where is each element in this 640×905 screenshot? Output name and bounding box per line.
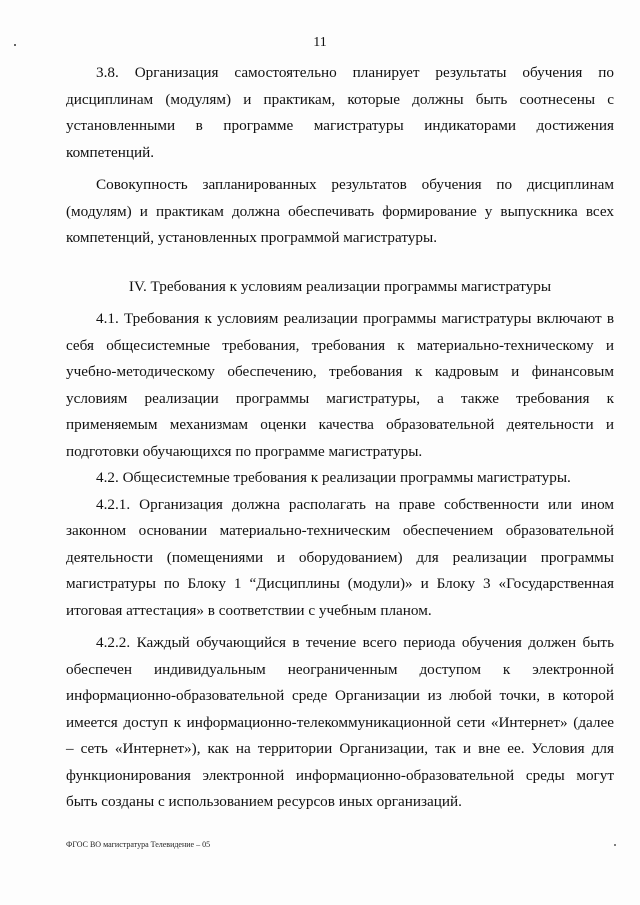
paragraph-3-8: 3.8. Организация самостоятельно планирует результаты обучения по дисциплинам (модулям) и практикам, которые должны быть соотнесены с установленными в программе магистратуры индикаторами достижения компетенций.: [66, 64, 614, 161]
page-number: 11: [313, 35, 327, 50]
document-footer: ФГОС ВО магистратура Телевидение – 05: [66, 840, 211, 849]
document-body: [66, 60, 614, 816]
section-heading-iv: IV. Требования к условиям реализации программы магистратуры: [128, 277, 552, 295]
paragraph-4-1: 4.1. Требования к условиям реализации программы магистратуры включают в себя общесистемные требования, требования к материально-техническому и учебно-методическому обеспечению, требования к кадровым и финансовым условиям реализации программы магистратуры, а также требования к применяемым механизмам оценки качества образовательной деятельности и подготовки обучающихся по программе магистратуры.: [66, 310, 614, 460]
paragraph-learning-outcomes: Совокупность запланированных результатов обучения по дисциплинам (модулям) и практикам должна обеспечивать формирование у выпускника всех компетенций, установленных программой магистратуры.: [66, 176, 614, 246]
paragraph-4-2: 4.2. Общесистемные требования к реализации программы магистратуры.: [96, 469, 571, 486]
paragraph-4-2-1: 4.2.1. Организация должна располагать на праве собственности или ином законном основании материально-техническим обеспечением образовательной деятельности (помещениями и оборудованием) для реализации программы магистратуры по Блоку 1 “Дисциплины (модули)» и Блоку 3 «Государственная итоговая аттестация» в соответствии с учебным планом.: [66, 495, 614, 619]
paragraph-4-2-2: 4.2.2. Каждый обучающийся в течение всего периода обучения должен быть обеспечен индивидуальным неограниченным доступом к электронной информационно-образовательной среде Организации из любой точки, в которой имеется доступ к информационно-телекоммуникационной сети «Интернет» (далее – сеть «Интернет»), как на территории Организации, так и вне ее. Условия для функционирования электронной информационно-образовательной среды могут быть созданы с использованием ресурсов иных организаций.: [66, 634, 614, 810]
scan-artifact-dot-bottom: [614, 844, 616, 846]
